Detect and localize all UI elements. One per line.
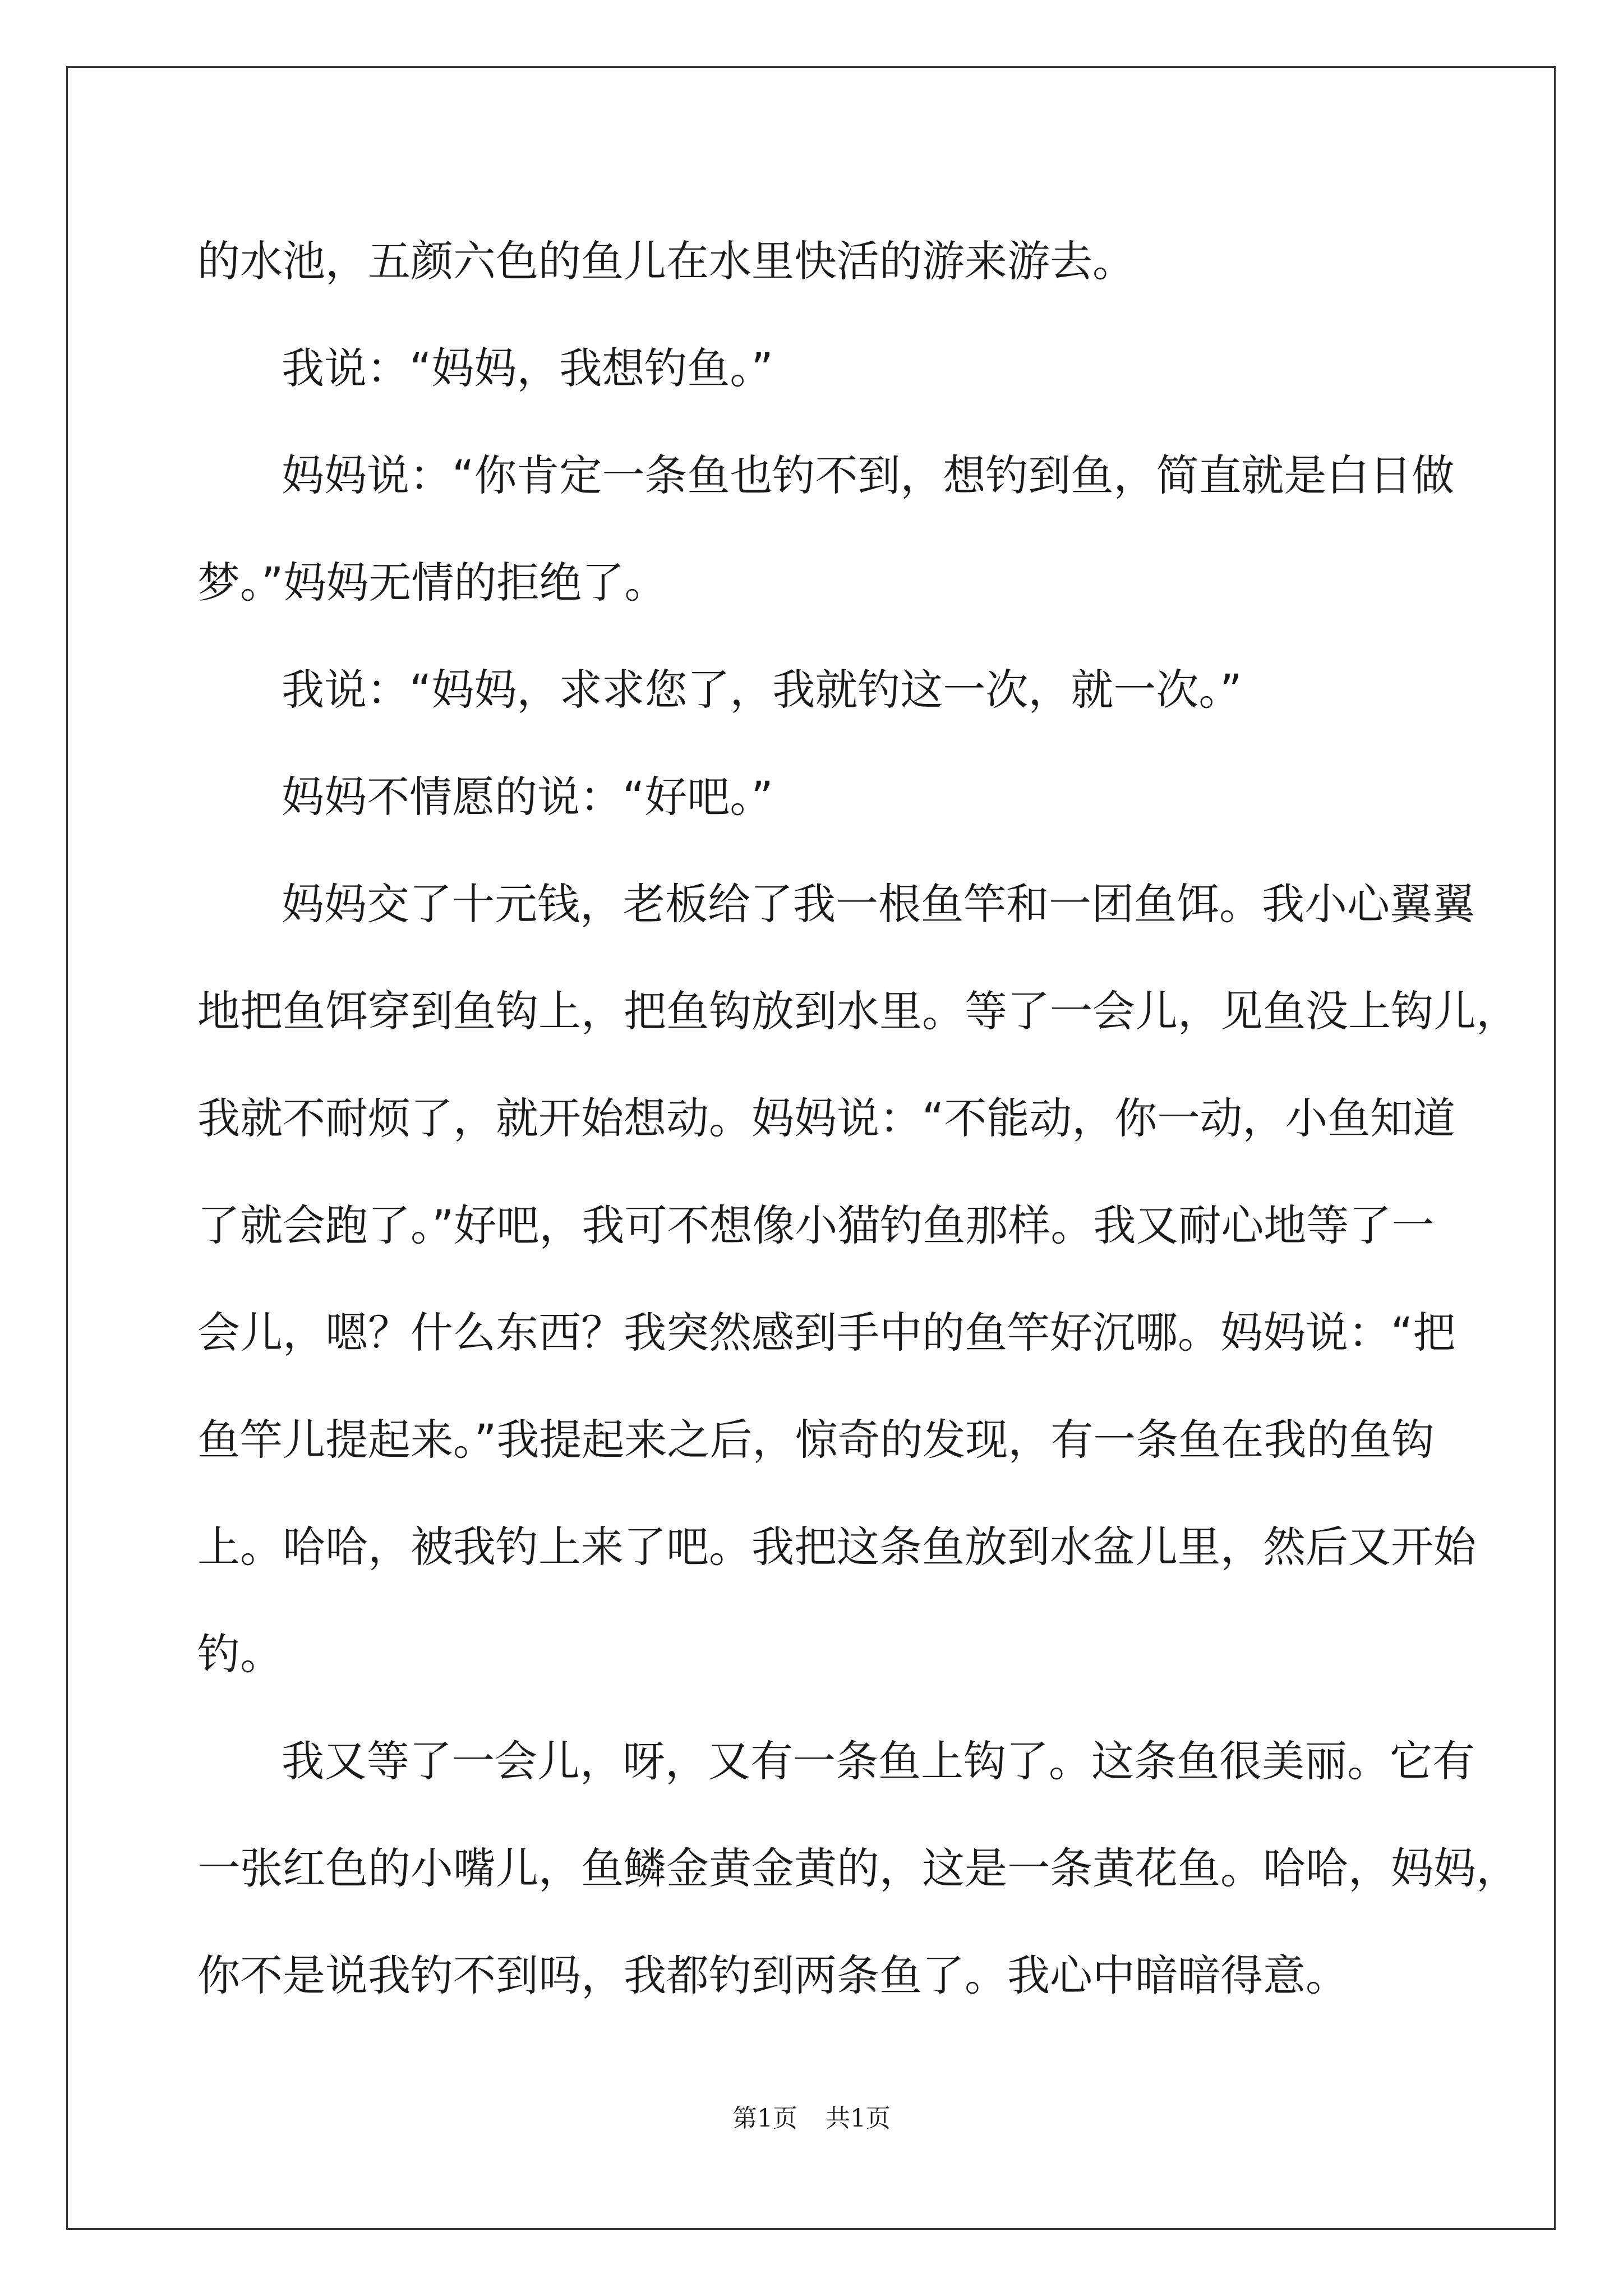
text-line-7: 妈妈交了十元钱，老板给了我一根鱼竿和一团鱼饵。我小心翼翼 bbox=[282, 879, 1475, 929]
text-line-10: 了就会跑了。”好吧，我可不想像小猫钓鱼那样。我又耐心地等了一 bbox=[197, 1200, 1435, 1250]
document-body bbox=[197, 208, 1519, 2029]
text-line-8: 地把鱼饵穿到鱼钩上，把鱼钩放到水里。等了一会儿，见鱼没上钩儿， bbox=[197, 986, 1519, 1036]
text-line-16: 一张红色的小嘴儿，鱼鳞金黄金黄的，这是一条黄花鱼。哈哈，妈妈， bbox=[197, 1843, 1519, 1893]
text-line-14: 钓。 bbox=[197, 1629, 283, 1679]
page-footer bbox=[0, 2098, 1623, 2134]
text-line-4: 梦。”妈妈无情的拒绝了。 bbox=[197, 558, 667, 608]
text-line-12: 鱼竿儿提起来。”我提起来之后，惊奇的发现，有一条鱼在我的鱼钩 bbox=[197, 1415, 1435, 1465]
text-line-17: 你不是说我钓不到吗，我都钓到两条鱼了。我心中暗暗得意。 bbox=[197, 1950, 1348, 2000]
page-total: 共1页 bbox=[826, 2104, 891, 2133]
text-line-9: 我就不耐烦了，就开始想动。妈妈说：“不能动，你一动，小鱼知道 bbox=[197, 1093, 1456, 1143]
text-line-5: 我说：“妈妈，求求您了，我就钓这一次，就一次。” bbox=[282, 665, 1242, 715]
text-line-6: 妈妈不情愿的说：“好吧。” bbox=[282, 772, 773, 822]
text-line-11: 会儿，嗯？什么东西？我突然感到手中的鱼竿好沉哪。妈妈说：“把 bbox=[197, 1308, 1456, 1358]
text-line-3: 妈妈说：“你肯定一条鱼也钓不到，想钓到鱼，简直就是白日做 bbox=[282, 450, 1455, 500]
text-line-13: 上。哈哈，被我钓上来了吧。我把这条鱼放到水盆儿里，然后又开始 bbox=[197, 1522, 1476, 1572]
page-number: 第1页 bbox=[732, 2104, 797, 2133]
text-line-1: 的水池，五颜六色的鱼儿在水里快活的游来游去。 bbox=[197, 236, 1135, 286]
text-line-2: 我说：“妈妈，我想钓鱼。” bbox=[282, 343, 773, 393]
text-line-15: 我又等了一会儿，呀，又有一条鱼上钩了。这条鱼很美丽。它有 bbox=[282, 1736, 1475, 1786]
